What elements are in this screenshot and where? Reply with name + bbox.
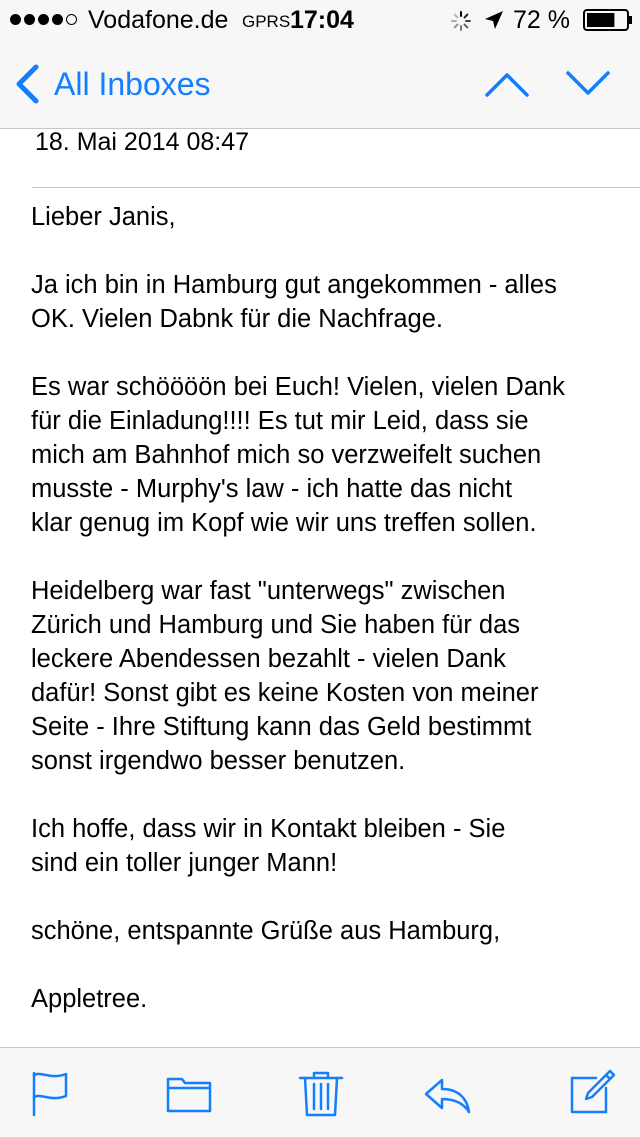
flag-icon: [26, 1068, 76, 1118]
delete-button[interactable]: [296, 1068, 346, 1118]
trash-icon: [296, 1068, 346, 1118]
battery-percent: 72 %: [513, 6, 570, 34]
mail-paragraph: Lieber Janis,: [31, 203, 176, 231]
back-button-label: All Inboxes: [54, 65, 211, 102]
signal-strength-indicator: [10, 14, 77, 25]
reply-button[interactable]: [422, 1068, 472, 1118]
next-message-button[interactable]: [565, 70, 611, 98]
bottom-toolbar: [0, 1047, 640, 1137]
folder-icon: [164, 1068, 214, 1118]
mail-paragraph: Es war schöööön bei Euch! Vielen, vielen Dank für die Einladung!!!! Es tut mir Leid, dass sie mich am Bahnhof mich so verzweifelt suchen musste - Murphy's law - ich hatte das nicht klar genug im Kopf wie wir uns treffen sollen.: [31, 373, 565, 537]
carrier-name: Vodafone.de: [88, 6, 229, 34]
network-type: GPRS: [242, 12, 291, 31]
flag-button[interactable]: [26, 1068, 76, 1118]
previous-message-button[interactable]: [484, 70, 530, 98]
mail-signature: Appletree.: [31, 985, 148, 1013]
chevron-left-icon: [14, 64, 40, 104]
back-button[interactable]: [14, 64, 211, 104]
compose-icon: [566, 1068, 616, 1118]
navigation-bar: [0, 40, 640, 129]
battery-icon: [583, 9, 633, 31]
divider: [32, 187, 640, 188]
compose-button[interactable]: [566, 1068, 616, 1118]
mail-paragraph: schöne, entspannte Grüße aus Hamburg,: [31, 917, 501, 945]
signal-dot: [38, 14, 49, 25]
mail-paragraph: Ich hoffe, dass wir in Kontakt bleiben - Sie sind ein toller junger Mann!: [31, 815, 506, 877]
mail-date: 18. Mai 2014 08:47: [35, 128, 250, 156]
signal-dot-empty: [66, 14, 77, 25]
mail-paragraph: Heidelberg war fast "unterwegs" zwischen Zürich und Hamburg und Sie haben für das leckere Abendessen bezahlt - vielen Dank dafür! Sonst gibt es keine Kosten von meiner Seite - Ihre Stiftung kann das Geld bestimmt sonst irgendwo besser benutzen.: [31, 577, 539, 775]
signal-dot: [52, 14, 63, 25]
signal-dot: [24, 14, 35, 25]
signal-dot: [10, 14, 21, 25]
activity-spinner-icon: [450, 10, 472, 32]
move-to-folder-button[interactable]: [164, 1068, 214, 1118]
location-arrow-icon: [484, 10, 504, 30]
status-time: 17:04: [290, 6, 354, 34]
status-bar: [0, 0, 640, 40]
reply-icon: [422, 1068, 472, 1118]
mail-paragraph: Ja ich bin in Hamburg gut angekommen - alles OK. Vielen Dabnk für die Nachfrage.: [31, 271, 557, 333]
mail-body: [31, 200, 631, 1050]
